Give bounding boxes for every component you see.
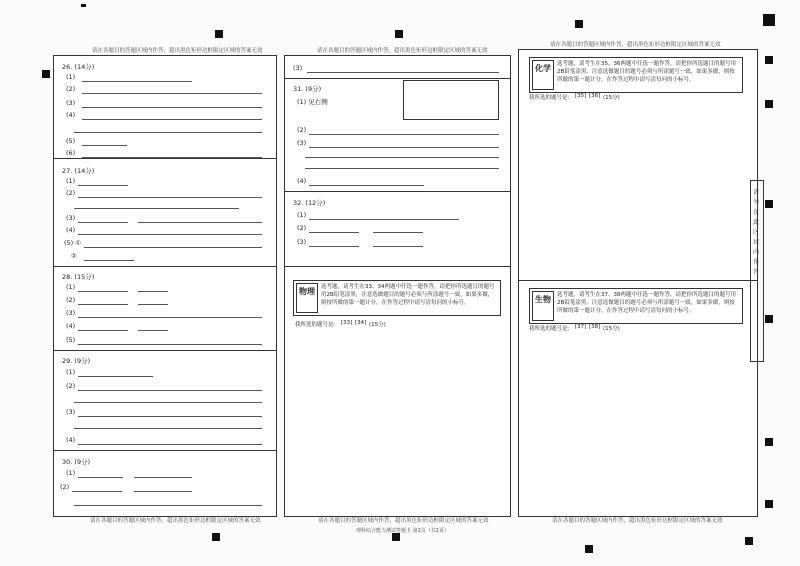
- question-part: (1): [66, 469, 76, 477]
- column-warning-top: 请在各题目的答题区域内作答，超出黑色矩形边框限定区域的答案无效: [317, 48, 488, 54]
- question-part: (4): [66, 226, 76, 234]
- answer-line: [307, 72, 499, 73]
- question-part: (2): [297, 224, 307, 232]
- elective-choice-label: 我所选的题号是：: [529, 95, 574, 101]
- question-part: (5): [66, 137, 76, 145]
- registration-mark: [763, 14, 775, 26]
- answer-line: [78, 477, 123, 478]
- question-part: (3): [66, 99, 76, 107]
- answer-line: [309, 232, 359, 233]
- subject-label: 化学: [535, 64, 551, 73]
- elective-box-physics: [293, 280, 501, 316]
- registration-mark: [42, 70, 50, 78]
- answer-line: [82, 145, 127, 146]
- column-warning-bottom: 请在各题目的答题区域内作答，超出黑色矩形边框限定区域的答案无效: [90, 518, 261, 524]
- answer-line: [78, 444, 262, 445]
- question-part: (3): [66, 309, 76, 317]
- answer-line: [134, 491, 192, 492]
- question-part: (2): [60, 483, 70, 491]
- answer-column-left: [53, 55, 277, 517]
- answer-line: [74, 132, 262, 133]
- answer-line: [78, 344, 262, 345]
- answer-line: [138, 330, 168, 331]
- section-divider: [54, 450, 276, 451]
- elective-choice-label: 我所选的题号是：: [529, 326, 574, 332]
- side-note: 请勿在此区域内作答: [752, 189, 759, 276]
- registration-mark: [765, 500, 773, 508]
- answer-line: [78, 291, 128, 292]
- answer-line: [309, 134, 499, 135]
- question-title: 26. (14分): [62, 63, 95, 71]
- answer-line: [78, 185, 128, 186]
- question-part: (3): [297, 139, 307, 147]
- registration-mark: [745, 537, 753, 545]
- answer-line: [138, 304, 168, 305]
- elective-score: (15分): [603, 326, 620, 332]
- question-part: (6): [66, 149, 76, 157]
- registration-mark: [765, 100, 773, 108]
- subject-label-box: [532, 60, 554, 90]
- question-part: (3): [297, 238, 307, 246]
- answer-line: [78, 197, 262, 198]
- elective-box-chemistry: [529, 57, 743, 93]
- section-divider: [54, 158, 276, 159]
- column-warning-top: 请在各题目的答题区域内作答，超出黑色矩形边框限定区域的答案无效: [550, 42, 721, 48]
- answer-line: [309, 219, 459, 220]
- registration-mark: [765, 438, 773, 446]
- registration-mark: [765, 200, 773, 208]
- column-warning-top: 请在各题目的答题区域内作答，超出黑色矩形边框限定区域的答案无效: [92, 48, 263, 54]
- answer-line: [373, 232, 423, 233]
- subject-label: 物理: [299, 287, 315, 296]
- answer-line: [82, 93, 262, 94]
- question-part: (4): [297, 177, 307, 185]
- answer-column-middle: [284, 55, 511, 517]
- answer-line: [78, 330, 128, 331]
- answer-line: [72, 491, 122, 492]
- registration-mark: [765, 315, 773, 323]
- page-footer: 理科综合能力测试答题卡 第2页（共2页）: [356, 528, 449, 534]
- elective-option-35[interactable]: [35]: [575, 93, 587, 99]
- answer-line: [74, 208, 239, 209]
- drawing-box: [403, 80, 499, 120]
- elective-instructions: 选考题，请考生在37、38两题中任选一题作答，请把你所选题目的题号用2B铅笔涂黑，注意选做题目的题号必须与所涂题号一致，如果多做，则按所做的第一题计分，在作答过程中请写清每问的小标号。: [557, 292, 736, 314]
- elective-option-37[interactable]: [37]: [575, 324, 587, 330]
- question-part: (5): [66, 336, 76, 344]
- question-part: ②: [71, 252, 77, 260]
- section-divider: [519, 280, 757, 281]
- answer-line: [82, 119, 262, 120]
- question-part: (2): [66, 189, 76, 197]
- question-part: (4): [66, 322, 76, 330]
- question-title: 29. (9分): [62, 357, 91, 365]
- answer-line: [78, 416, 262, 417]
- question-title: 28. (15分): [62, 273, 95, 281]
- question-title: 32. (12分): [293, 199, 326, 207]
- question-part: (1): [297, 211, 307, 219]
- registration-mark: [765, 56, 773, 64]
- elective-choice-label: 我所选的题号是：: [295, 322, 340, 328]
- answer-line: [84, 260, 134, 261]
- elective-score: (15分): [603, 95, 620, 101]
- column-warning-bottom: 请在各题目的答题区域内作答，超出黑色矩形边框限定区域的答案无效: [318, 518, 489, 524]
- answer-line: [78, 390, 262, 391]
- answer-line: [305, 157, 499, 158]
- column-warning-bottom: 请在各题目的答题区域内作答，超出黑色矩形边框限定区域的答案无效: [552, 518, 723, 524]
- question-part: (1): [66, 73, 76, 81]
- question-part: (3): [66, 408, 76, 416]
- subject-label-box: [532, 291, 554, 321]
- section-divider: [285, 191, 510, 192]
- registration-mark: [212, 533, 220, 541]
- subject-label: 生物: [535, 295, 551, 304]
- section-divider: [285, 78, 510, 79]
- answer-line: [138, 222, 262, 223]
- answer-line: [309, 147, 499, 148]
- elective-score: (15分): [369, 322, 386, 328]
- registration-mark: [215, 30, 223, 38]
- question-part: (2): [66, 85, 76, 93]
- answer-line: [78, 222, 128, 223]
- question-part: (2): [66, 296, 76, 304]
- section-divider: [54, 266, 276, 267]
- elective-option-34[interactable]: [34]: [355, 320, 367, 326]
- question-part: (1): [66, 283, 76, 291]
- answer-line: [78, 376, 153, 377]
- answer-line: [305, 168, 499, 169]
- subject-label-box: [296, 283, 318, 313]
- elective-box-biology: [529, 288, 743, 324]
- elective-instructions: 选考题，请考生在33、34两题中任选一题作答，请把你所选题目的题号用2B铅笔涂黑，注意选做题目的题号必须与所涂题号一致，如果多做，则按所做的第一题计分，在作答过程中请写清每问的小标号。: [321, 284, 495, 306]
- question-part: (1): [66, 368, 76, 376]
- answer-line: [78, 304, 128, 305]
- answer-line: [138, 291, 168, 292]
- elective-instructions: 选考题，请考生在35、36两题中任选一题作答，请把你所选题目的题号用2B铅笔涂黑，注意选做题目的题号必须与所涂题号一致，如果多做，则按所做的第一题计分，在作答过程中请写清每问的小标号。: [557, 61, 736, 83]
- question-part: (5) ①: [64, 239, 82, 247]
- question-part: (3): [66, 214, 76, 222]
- section-divider: [285, 266, 510, 267]
- answer-line: [78, 317, 262, 318]
- registration-mark: [395, 30, 403, 38]
- answer-line: [134, 477, 192, 478]
- elective-option-36[interactable]: [36]: [589, 93, 601, 99]
- question-part: (1): [66, 177, 76, 185]
- question-title: 31. (9分): [293, 85, 322, 93]
- registration-mark: [392, 533, 400, 541]
- answer-line: [74, 428, 262, 429]
- answer-line: [309, 246, 359, 247]
- answer-line: [373, 246, 423, 247]
- registration-mark: [575, 20, 583, 28]
- registration-mark: [585, 545, 593, 553]
- question-part: (2): [297, 126, 307, 134]
- answer-line: [82, 81, 192, 82]
- question-title: 30. (9分): [62, 458, 91, 466]
- answer-line: [78, 234, 262, 235]
- answer-line: [74, 402, 262, 403]
- answer-line: [84, 247, 262, 248]
- question-part: (2): [66, 382, 76, 390]
- question-part: (1) 见右侧: [297, 98, 328, 106]
- elective-option-33[interactable]: [33]: [341, 320, 353, 326]
- answer-line: [309, 185, 424, 186]
- registration-mark: [81, 4, 86, 7]
- section-divider: [54, 350, 276, 351]
- question-part: (4): [66, 111, 76, 119]
- question-title: 27. (14分): [62, 167, 95, 175]
- answer-line: [74, 505, 262, 506]
- elective-option-38[interactable]: [38]: [589, 324, 601, 330]
- answer-line: [82, 107, 262, 108]
- question-part: (3): [293, 64, 303, 72]
- answer-column-right: [518, 49, 758, 517]
- question-part: (4): [66, 436, 76, 444]
